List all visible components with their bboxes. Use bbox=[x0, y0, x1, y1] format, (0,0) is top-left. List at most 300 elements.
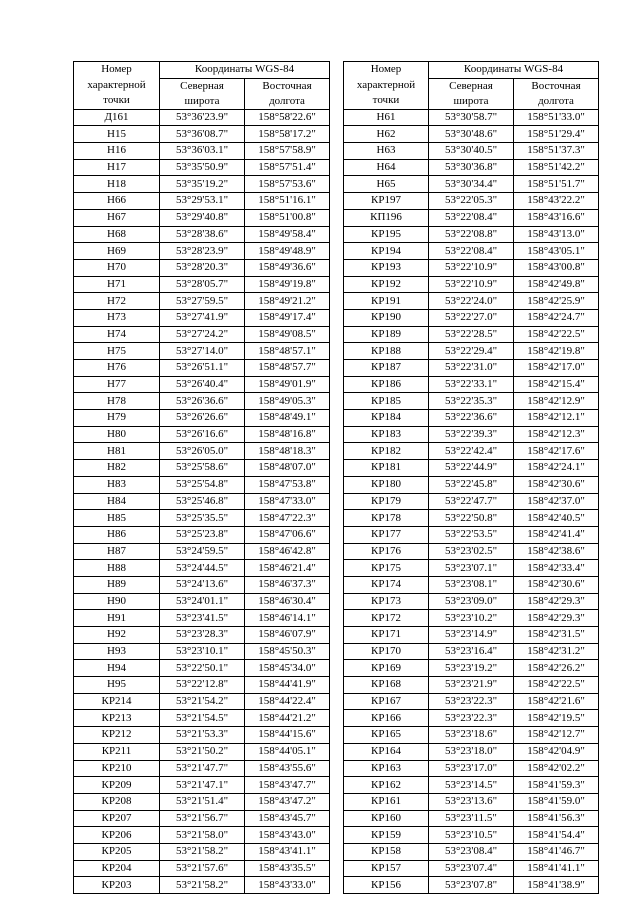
longitude-cell: 158°49'36.6" bbox=[245, 259, 330, 276]
latitude-cell: 53°21'56.7" bbox=[160, 810, 245, 827]
longitude-cell: 158°42'12.9" bbox=[514, 393, 599, 410]
longitude-cell: 158°42'24.7" bbox=[514, 309, 599, 326]
latitude-cell: 53°22'08.4" bbox=[429, 209, 514, 226]
table-row bbox=[74, 643, 330, 660]
table-row bbox=[344, 243, 599, 260]
latitude-cell: 53°36'08.7" bbox=[160, 126, 245, 143]
point-number-cell: Н90 bbox=[74, 593, 160, 610]
longitude-cell: 158°42'38.6" bbox=[514, 543, 599, 560]
longitude-cell: 158°57'51.4" bbox=[245, 159, 330, 176]
point-number-cell: КР211 bbox=[74, 743, 160, 760]
table-row bbox=[344, 777, 599, 794]
latitude-cell: 53°28'20.3" bbox=[160, 259, 245, 276]
latitude-cell: 53°22'29.4" bbox=[429, 343, 514, 360]
table-row bbox=[74, 476, 330, 493]
table-row bbox=[344, 693, 599, 710]
table-row bbox=[344, 793, 599, 810]
point-number-cell: КР207 bbox=[74, 810, 160, 827]
table-row bbox=[344, 226, 599, 243]
longitude-cell: 158°51'37.3" bbox=[514, 143, 599, 160]
latitude-cell: 53°23'22.3" bbox=[429, 693, 514, 710]
longitude-cell: 158°44'15.6" bbox=[245, 727, 330, 744]
latitude-cell: 53°24'01.1" bbox=[160, 593, 245, 610]
point-number-cell: Н17 bbox=[74, 159, 160, 176]
table-row bbox=[344, 576, 599, 593]
table-row bbox=[344, 543, 599, 560]
point-number-cell: КР191 bbox=[344, 293, 429, 310]
longitude-cell: 158°42'40.5" bbox=[514, 510, 599, 527]
point-number-cell: КР185 bbox=[344, 393, 429, 410]
longitude-cell: 158°43'55.6" bbox=[245, 760, 330, 777]
table-row bbox=[74, 176, 330, 193]
longitude-cell: 158°46'07.9" bbox=[245, 627, 330, 644]
longitude-cell: 158°42'22.5" bbox=[514, 677, 599, 694]
longitude-cell: 158°41'38.9" bbox=[514, 877, 599, 894]
latitude-cell: 53°23'02.5" bbox=[429, 543, 514, 560]
latitude-cell: 53°22'39.3" bbox=[429, 426, 514, 443]
latitude-cell: 53°26'26.6" bbox=[160, 410, 245, 427]
longitude-cell: 158°51'51.7" bbox=[514, 176, 599, 193]
table-row bbox=[74, 677, 330, 694]
longitude-cell: 158°42'41.4" bbox=[514, 526, 599, 543]
latitude-cell: 53°23'16.4" bbox=[429, 643, 514, 660]
longitude-cell: 158°43'16.6" bbox=[514, 209, 599, 226]
header-coords-title: Координаты WGS-84 bbox=[429, 62, 599, 79]
longitude-cell: 158°48'57.1" bbox=[245, 343, 330, 360]
latitude-cell: 53°27'24.2" bbox=[160, 326, 245, 343]
longitude-cell: 158°51'29.4" bbox=[514, 126, 599, 143]
table-row bbox=[74, 727, 330, 744]
latitude-cell: 53°30'40.5" bbox=[429, 143, 514, 160]
table-row bbox=[344, 827, 599, 844]
header-longitude: Восточная долгота bbox=[245, 78, 330, 109]
table-row bbox=[344, 426, 599, 443]
latitude-cell: 53°22'44.9" bbox=[429, 460, 514, 477]
longitude-cell: 158°42'17.0" bbox=[514, 360, 599, 377]
table-row bbox=[74, 627, 330, 644]
table-row bbox=[344, 309, 599, 326]
table-row bbox=[74, 793, 330, 810]
longitude-cell: 158°42'21.6" bbox=[514, 693, 599, 710]
point-number-cell: КР213 bbox=[74, 710, 160, 727]
latitude-cell: 53°22'24.0" bbox=[429, 293, 514, 310]
point-number-cell: КР167 bbox=[344, 693, 429, 710]
longitude-cell: 158°44'21.2" bbox=[245, 710, 330, 727]
table-row bbox=[74, 827, 330, 844]
table-row bbox=[74, 810, 330, 827]
latitude-cell: 53°30'34.4" bbox=[429, 176, 514, 193]
point-number-cell: КР188 bbox=[344, 343, 429, 360]
point-number-cell: Н87 bbox=[74, 543, 160, 560]
latitude-cell: 53°22'28.5" bbox=[429, 326, 514, 343]
point-number-cell: КР210 bbox=[74, 760, 160, 777]
point-number-cell: Н81 bbox=[74, 443, 160, 460]
longitude-cell: 158°42'15.4" bbox=[514, 376, 599, 393]
table-row bbox=[344, 176, 599, 193]
table-row bbox=[74, 376, 330, 393]
point-number-cell: КР178 bbox=[344, 510, 429, 527]
latitude-cell: 53°30'58.7" bbox=[429, 109, 514, 126]
coordinates-table-left bbox=[73, 61, 330, 894]
point-number-cell: КР171 bbox=[344, 627, 429, 644]
latitude-cell: 53°21'58.2" bbox=[160, 877, 245, 894]
table-row bbox=[344, 643, 599, 660]
latitude-cell: 53°27'14.0" bbox=[160, 343, 245, 360]
table-row bbox=[74, 460, 330, 477]
longitude-cell: 158°48'16.8" bbox=[245, 426, 330, 443]
point-number-cell: Д161 bbox=[74, 109, 160, 126]
longitude-cell: 158°42'30.6" bbox=[514, 576, 599, 593]
point-number-cell: Н92 bbox=[74, 627, 160, 644]
table-row bbox=[344, 143, 599, 160]
point-number-cell: Н86 bbox=[74, 526, 160, 543]
table-row bbox=[74, 560, 330, 577]
point-number-cell: Н76 bbox=[74, 360, 160, 377]
longitude-cell: 158°42'12.3" bbox=[514, 426, 599, 443]
latitude-cell: 53°36'03.1" bbox=[160, 143, 245, 160]
latitude-cell: 53°21'50.2" bbox=[160, 743, 245, 760]
longitude-cell: 158°48'57.7" bbox=[245, 360, 330, 377]
latitude-cell: 53°22'50.1" bbox=[160, 660, 245, 677]
table-row bbox=[74, 710, 330, 727]
longitude-cell: 158°46'37.3" bbox=[245, 576, 330, 593]
longitude-cell: 158°46'21.4" bbox=[245, 560, 330, 577]
point-number-cell: КР159 bbox=[344, 827, 429, 844]
header-point-number: Номер характерной точки bbox=[344, 62, 429, 110]
longitude-cell: 158°42'49.8" bbox=[514, 276, 599, 293]
longitude-cell: 158°48'18.3" bbox=[245, 443, 330, 460]
point-number-cell: КР170 bbox=[344, 643, 429, 660]
point-number-cell: Н70 bbox=[74, 259, 160, 276]
longitude-cell: 158°49'58.4" bbox=[245, 226, 330, 243]
point-number-cell: Н73 bbox=[74, 309, 160, 326]
latitude-cell: 53°22'27.0" bbox=[429, 309, 514, 326]
point-number-cell: Н84 bbox=[74, 493, 160, 510]
table-row bbox=[344, 526, 599, 543]
latitude-cell: 53°22'10.9" bbox=[429, 259, 514, 276]
table-row bbox=[344, 209, 599, 226]
point-number-cell: КР162 bbox=[344, 777, 429, 794]
table-row bbox=[344, 293, 599, 310]
longitude-cell: 158°43'43.0" bbox=[245, 827, 330, 844]
point-number-cell: КР186 bbox=[344, 376, 429, 393]
point-number-cell: КР160 bbox=[344, 810, 429, 827]
latitude-cell: 53°27'41.9" bbox=[160, 309, 245, 326]
latitude-cell: 53°21'47.1" bbox=[160, 777, 245, 794]
longitude-cell: 158°42'26.2" bbox=[514, 660, 599, 677]
longitude-cell: 158°51'42.2" bbox=[514, 159, 599, 176]
point-number-cell: Н91 bbox=[74, 610, 160, 627]
latitude-cell: 53°23'10.1" bbox=[160, 643, 245, 660]
point-number-cell: Н95 bbox=[74, 677, 160, 694]
table-row bbox=[74, 309, 330, 326]
longitude-cell: 158°49'19.8" bbox=[245, 276, 330, 293]
latitude-cell: 53°21'54.5" bbox=[160, 710, 245, 727]
latitude-cell: 53°23'17.0" bbox=[429, 760, 514, 777]
longitude-cell: 158°42'02.2" bbox=[514, 760, 599, 777]
longitude-cell: 158°42'24.1" bbox=[514, 460, 599, 477]
longitude-cell: 158°41'59.0" bbox=[514, 793, 599, 810]
longitude-cell: 158°42'31.5" bbox=[514, 627, 599, 644]
header-longitude: Восточная долгота bbox=[514, 78, 599, 109]
longitude-cell: 158°42'33.4" bbox=[514, 560, 599, 577]
table-row bbox=[74, 526, 330, 543]
latitude-cell: 53°26'51.1" bbox=[160, 360, 245, 377]
longitude-cell: 158°43'47.7" bbox=[245, 777, 330, 794]
longitude-cell: 158°42'29.3" bbox=[514, 593, 599, 610]
point-number-cell: КР206 bbox=[74, 827, 160, 844]
latitude-cell: 53°23'07.4" bbox=[429, 860, 514, 877]
point-number-cell: КР182 bbox=[344, 443, 429, 460]
point-number-cell: Н63 bbox=[344, 143, 429, 160]
header-point-number: Номер характерной точки bbox=[74, 62, 160, 110]
point-number-cell: Н93 bbox=[74, 643, 160, 660]
point-number-cell: КР177 bbox=[344, 526, 429, 543]
latitude-cell: 53°26'40.4" bbox=[160, 376, 245, 393]
latitude-cell: 53°24'59.5" bbox=[160, 543, 245, 560]
latitude-cell: 53°22'45.8" bbox=[429, 476, 514, 493]
table-row bbox=[344, 627, 599, 644]
table-row bbox=[74, 593, 330, 610]
point-number-cell: КР195 bbox=[344, 226, 429, 243]
table-row bbox=[344, 126, 599, 143]
latitude-cell: 53°21'57.6" bbox=[160, 860, 245, 877]
longitude-cell: 158°44'22.4" bbox=[245, 693, 330, 710]
table-row bbox=[74, 610, 330, 627]
longitude-cell: 158°42'12.7" bbox=[514, 727, 599, 744]
point-number-cell: Н69 bbox=[74, 243, 160, 260]
longitude-cell: 158°49'01.9" bbox=[245, 376, 330, 393]
longitude-cell: 158°43'05.1" bbox=[514, 243, 599, 260]
longitude-cell: 158°43'33.0" bbox=[245, 877, 330, 894]
point-number-cell: КР156 bbox=[344, 877, 429, 894]
point-number-cell: КР174 bbox=[344, 576, 429, 593]
longitude-cell: 158°43'45.7" bbox=[245, 810, 330, 827]
point-number-cell: Н80 bbox=[74, 426, 160, 443]
table-row bbox=[74, 360, 330, 377]
table-row bbox=[74, 410, 330, 427]
point-number-cell: КР173 bbox=[344, 593, 429, 610]
point-number-cell: КР164 bbox=[344, 743, 429, 760]
longitude-cell: 158°47'33.0" bbox=[245, 493, 330, 510]
point-number-cell: КР203 bbox=[74, 877, 160, 894]
table-row bbox=[344, 276, 599, 293]
table-row bbox=[344, 360, 599, 377]
table-row bbox=[344, 443, 599, 460]
longitude-cell: 158°58'17.2" bbox=[245, 126, 330, 143]
table-row bbox=[344, 460, 599, 477]
point-number-cell: Н72 bbox=[74, 293, 160, 310]
table-row bbox=[344, 660, 599, 677]
point-number-cell: Н64 bbox=[344, 159, 429, 176]
table-row bbox=[344, 710, 599, 727]
point-number-cell: Н78 bbox=[74, 393, 160, 410]
point-number-cell: Н88 bbox=[74, 560, 160, 577]
longitude-cell: 158°42'30.6" bbox=[514, 476, 599, 493]
table-row bbox=[74, 393, 330, 410]
longitude-cell: 158°42'29.3" bbox=[514, 610, 599, 627]
table-row bbox=[74, 493, 330, 510]
table-row bbox=[74, 877, 330, 894]
latitude-cell: 53°23'18.0" bbox=[429, 743, 514, 760]
latitude-cell: 53°23'28.3" bbox=[160, 627, 245, 644]
latitude-cell: 53°22'10.9" bbox=[429, 276, 514, 293]
point-number-cell: КП196 bbox=[344, 209, 429, 226]
longitude-cell: 158°48'07.0" bbox=[245, 460, 330, 477]
longitude-cell: 158°41'59.3" bbox=[514, 777, 599, 794]
point-number-cell: КР161 bbox=[344, 793, 429, 810]
table-row bbox=[344, 560, 599, 577]
latitude-cell: 53°23'07.8" bbox=[429, 877, 514, 894]
table-row bbox=[344, 493, 599, 510]
table-row bbox=[74, 660, 330, 677]
table-row bbox=[344, 760, 599, 777]
point-number-cell: Н67 bbox=[74, 209, 160, 226]
table-row bbox=[74, 293, 330, 310]
latitude-cell: 53°22'42.4" bbox=[429, 443, 514, 460]
latitude-cell: 53°25'54.8" bbox=[160, 476, 245, 493]
longitude-cell: 158°51'16.1" bbox=[245, 193, 330, 210]
latitude-cell: 53°35'19.2" bbox=[160, 176, 245, 193]
point-number-cell: КР166 bbox=[344, 710, 429, 727]
latitude-cell: 53°23'22.3" bbox=[429, 710, 514, 727]
table-row bbox=[74, 193, 330, 210]
point-number-cell: Н94 bbox=[74, 660, 160, 677]
latitude-cell: 53°25'23.8" bbox=[160, 526, 245, 543]
table-row bbox=[74, 693, 330, 710]
latitude-cell: 53°26'05.0" bbox=[160, 443, 245, 460]
point-number-cell: КР180 bbox=[344, 476, 429, 493]
point-number-cell: Н74 bbox=[74, 326, 160, 343]
longitude-cell: 158°41'41.1" bbox=[514, 860, 599, 877]
longitude-cell: 158°41'56.3" bbox=[514, 810, 599, 827]
point-number-cell: Н18 bbox=[74, 176, 160, 193]
longitude-cell: 158°42'04.9" bbox=[514, 743, 599, 760]
latitude-cell: 53°29'40.8" bbox=[160, 209, 245, 226]
point-number-cell: Н65 bbox=[344, 176, 429, 193]
point-number-cell: Н77 bbox=[74, 376, 160, 393]
longitude-cell: 158°43'41.1" bbox=[245, 843, 330, 860]
latitude-cell: 53°35'50.9" bbox=[160, 159, 245, 176]
longitude-cell: 158°48'49.1" bbox=[245, 410, 330, 427]
longitude-cell: 158°43'35.5" bbox=[245, 860, 330, 877]
point-number-cell: Н83 bbox=[74, 476, 160, 493]
header-latitude: Северная широта bbox=[429, 78, 514, 109]
longitude-cell: 158°51'33.0" bbox=[514, 109, 599, 126]
latitude-cell: 53°23'07.1" bbox=[429, 560, 514, 577]
latitude-cell: 53°23'10.5" bbox=[429, 827, 514, 844]
latitude-cell: 53°27'59.5" bbox=[160, 293, 245, 310]
table-row bbox=[74, 443, 330, 460]
latitude-cell: 53°29'53.1" bbox=[160, 193, 245, 210]
longitude-cell: 158°45'50.3" bbox=[245, 643, 330, 660]
latitude-cell: 53°23'08.4" bbox=[429, 843, 514, 860]
table-row bbox=[344, 193, 599, 210]
latitude-cell: 53°23'13.6" bbox=[429, 793, 514, 810]
table-row bbox=[344, 727, 599, 744]
longitude-cell: 158°47'22.3" bbox=[245, 510, 330, 527]
longitude-cell: 158°58'22.6" bbox=[245, 109, 330, 126]
point-number-cell: КР187 bbox=[344, 360, 429, 377]
table-row bbox=[344, 109, 599, 126]
point-number-cell: КР214 bbox=[74, 693, 160, 710]
point-number-cell: Н61 bbox=[344, 109, 429, 126]
latitude-cell: 53°28'23.9" bbox=[160, 243, 245, 260]
table-row bbox=[344, 677, 599, 694]
longitude-cell: 158°46'42.8" bbox=[245, 543, 330, 560]
table-row bbox=[344, 393, 599, 410]
latitude-cell: 53°22'53.5" bbox=[429, 526, 514, 543]
latitude-cell: 53°23'10.2" bbox=[429, 610, 514, 627]
longitude-cell: 158°43'22.2" bbox=[514, 193, 599, 210]
latitude-cell: 53°23'14.9" bbox=[429, 627, 514, 644]
table-row bbox=[74, 576, 330, 593]
longitude-cell: 158°57'53.6" bbox=[245, 176, 330, 193]
point-number-cell: КР184 bbox=[344, 410, 429, 427]
table-row bbox=[74, 226, 330, 243]
longitude-cell: 158°42'19.8" bbox=[514, 343, 599, 360]
point-number-cell: КР208 bbox=[74, 793, 160, 810]
latitude-cell: 53°24'44.5" bbox=[160, 560, 245, 577]
longitude-cell: 158°42'31.2" bbox=[514, 643, 599, 660]
longitude-cell: 158°57'58.9" bbox=[245, 143, 330, 160]
latitude-cell: 53°23'19.2" bbox=[429, 660, 514, 677]
longitude-cell: 158°42'12.1" bbox=[514, 410, 599, 427]
point-number-cell: Н71 bbox=[74, 276, 160, 293]
table-row bbox=[74, 860, 330, 877]
longitude-cell: 158°42'19.5" bbox=[514, 710, 599, 727]
latitude-cell: 53°21'54.2" bbox=[160, 693, 245, 710]
point-number-cell: КР197 bbox=[344, 193, 429, 210]
coordinates-table-right bbox=[343, 61, 599, 894]
table-row bbox=[344, 810, 599, 827]
point-number-cell: КР190 bbox=[344, 309, 429, 326]
point-number-cell: Н62 bbox=[344, 126, 429, 143]
point-number-cell: Н89 bbox=[74, 576, 160, 593]
table-row bbox=[344, 326, 599, 343]
latitude-cell: 53°23'14.5" bbox=[429, 777, 514, 794]
point-number-cell: Н66 bbox=[74, 193, 160, 210]
latitude-cell: 53°22'33.1" bbox=[429, 376, 514, 393]
longitude-cell: 158°46'14.1" bbox=[245, 610, 330, 627]
point-number-cell: КР179 bbox=[344, 493, 429, 510]
point-number-cell: КР168 bbox=[344, 677, 429, 694]
longitude-cell: 158°49'48.9" bbox=[245, 243, 330, 260]
longitude-cell: 158°43'00.8" bbox=[514, 259, 599, 276]
longitude-cell: 158°43'13.0" bbox=[514, 226, 599, 243]
point-number-cell: КР158 bbox=[344, 843, 429, 860]
latitude-cell: 53°22'47.7" bbox=[429, 493, 514, 510]
longitude-cell: 158°47'06.6" bbox=[245, 526, 330, 543]
table-row bbox=[344, 843, 599, 860]
point-number-cell: Н15 bbox=[74, 126, 160, 143]
latitude-cell: 53°22'05.3" bbox=[429, 193, 514, 210]
point-number-cell: КР169 bbox=[344, 660, 429, 677]
latitude-cell: 53°22'50.8" bbox=[429, 510, 514, 527]
point-number-cell: КР209 bbox=[74, 777, 160, 794]
longitude-cell: 158°46'30.4" bbox=[245, 593, 330, 610]
latitude-cell: 53°21'47.7" bbox=[160, 760, 245, 777]
point-number-cell: Н68 bbox=[74, 226, 160, 243]
table-row bbox=[74, 276, 330, 293]
latitude-cell: 53°23'09.0" bbox=[429, 593, 514, 610]
point-number-cell: КР163 bbox=[344, 760, 429, 777]
latitude-cell: 53°21'58.0" bbox=[160, 827, 245, 844]
table-row bbox=[74, 777, 330, 794]
longitude-cell: 158°47'53.8" bbox=[245, 476, 330, 493]
table-row bbox=[344, 410, 599, 427]
point-number-cell: Н82 bbox=[74, 460, 160, 477]
